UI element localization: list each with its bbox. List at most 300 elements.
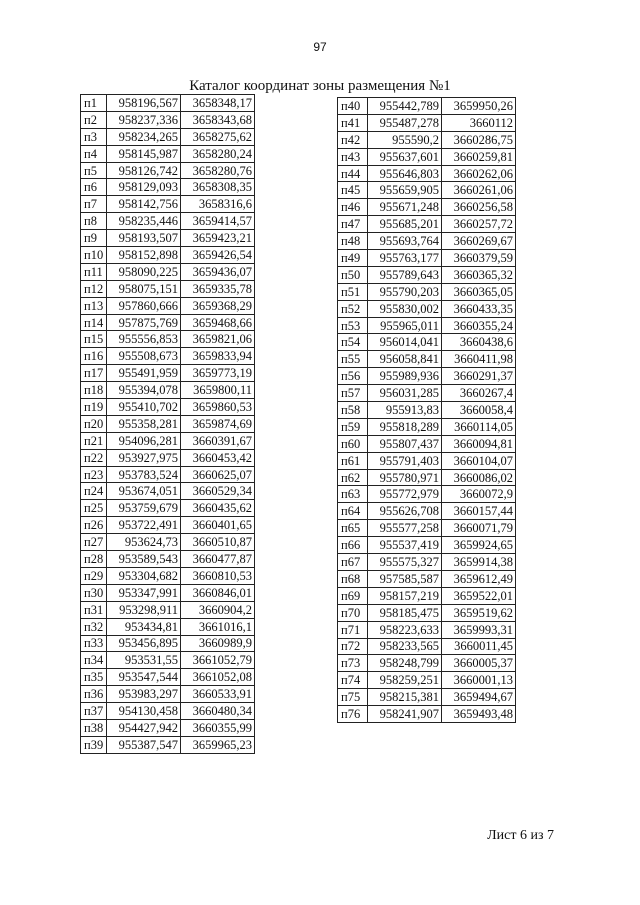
y-coordinate: 3660262,06 — [442, 165, 516, 182]
table-row — [81, 736, 255, 753]
point-id: п68 — [338, 570, 368, 587]
y-coordinate: 3660510,87 — [181, 534, 255, 551]
x-coordinate: 958196,567 — [107, 95, 181, 112]
table-row — [338, 520, 516, 537]
table-row — [338, 570, 516, 587]
x-coordinate: 954096,281 — [107, 432, 181, 449]
point-id: п29 — [81, 567, 107, 584]
table-row — [81, 534, 255, 551]
point-id: п22 — [81, 449, 107, 466]
y-coordinate: 3658275,62 — [181, 128, 255, 145]
point-id: п75 — [338, 689, 368, 706]
x-coordinate: 955590,2 — [368, 131, 442, 148]
point-id: п11 — [81, 263, 107, 280]
point-id: п12 — [81, 280, 107, 297]
y-coordinate: 3660365,32 — [442, 266, 516, 283]
x-coordinate: 958233,565 — [368, 638, 442, 655]
point-id: п56 — [338, 368, 368, 385]
point-id: п26 — [81, 517, 107, 534]
table-row — [338, 317, 516, 334]
point-id: п16 — [81, 348, 107, 365]
x-coordinate: 957585,587 — [368, 570, 442, 587]
table-row — [338, 435, 516, 452]
x-coordinate: 958223,633 — [368, 621, 442, 638]
table-row — [81, 399, 255, 416]
point-id: п63 — [338, 486, 368, 503]
table-row — [81, 348, 255, 365]
y-coordinate: 3660286,75 — [442, 131, 516, 148]
y-coordinate: 3659468,66 — [181, 314, 255, 331]
x-coordinate: 958241,907 — [368, 706, 442, 723]
point-id: п31 — [81, 601, 107, 618]
point-id: п57 — [338, 385, 368, 402]
point-id: п24 — [81, 483, 107, 500]
x-coordinate: 955537,419 — [368, 537, 442, 554]
point-id: п5 — [81, 162, 107, 179]
point-id: п34 — [81, 652, 107, 669]
point-id: п17 — [81, 365, 107, 382]
table-row — [338, 250, 516, 267]
sheet-counter: Лист 6 из 7 — [487, 828, 554, 843]
coordinates-table-right — [337, 97, 516, 723]
table-row — [338, 689, 516, 706]
x-coordinate: 955387,547 — [107, 736, 181, 753]
y-coordinate: 3660846,01 — [181, 584, 255, 601]
table-row — [338, 300, 516, 317]
table-row — [81, 449, 255, 466]
y-coordinate: 3660104,07 — [442, 452, 516, 469]
x-coordinate: 955358,281 — [107, 415, 181, 432]
y-coordinate: 3659914,38 — [442, 554, 516, 571]
y-coordinate: 3659993,31 — [442, 621, 516, 638]
table-row — [338, 486, 516, 503]
point-id: п62 — [338, 469, 368, 486]
x-coordinate: 958259,251 — [368, 672, 442, 689]
point-id: п30 — [81, 584, 107, 601]
point-id: п37 — [81, 703, 107, 720]
x-coordinate: 955575,327 — [368, 554, 442, 571]
point-id: п1 — [81, 95, 107, 112]
table-row — [338, 672, 516, 689]
x-coordinate: 955818,289 — [368, 418, 442, 435]
y-coordinate: 3659950,26 — [442, 98, 516, 115]
x-coordinate: 955789,643 — [368, 266, 442, 283]
y-coordinate: 3659965,23 — [181, 736, 255, 753]
point-id: п67 — [338, 554, 368, 571]
page-number: 97 — [313, 40, 327, 54]
x-coordinate: 955626,708 — [368, 503, 442, 520]
point-id: п35 — [81, 669, 107, 686]
table-row — [81, 500, 255, 517]
x-coordinate: 955671,248 — [368, 199, 442, 216]
y-coordinate: 3660989,9 — [181, 635, 255, 652]
y-coordinate: 3659821,06 — [181, 331, 255, 348]
x-coordinate: 956014,041 — [368, 334, 442, 351]
table-row — [81, 669, 255, 686]
point-id: п14 — [81, 314, 107, 331]
x-coordinate: 955685,201 — [368, 216, 442, 233]
table-row — [81, 652, 255, 669]
point-id: п65 — [338, 520, 368, 537]
y-coordinate: 3660365,05 — [442, 283, 516, 300]
y-coordinate: 3660533,91 — [181, 686, 255, 703]
table-row — [81, 280, 255, 297]
point-id: п53 — [338, 317, 368, 334]
x-coordinate: 955487,278 — [368, 114, 442, 131]
point-id: п3 — [81, 128, 107, 145]
x-coordinate: 953783,524 — [107, 466, 181, 483]
x-coordinate: 958142,756 — [107, 196, 181, 213]
x-coordinate: 955989,936 — [368, 368, 442, 385]
y-coordinate: 3660411,98 — [442, 351, 516, 368]
table-row — [81, 551, 255, 568]
x-coordinate: 955807,437 — [368, 435, 442, 452]
table-row — [338, 604, 516, 621]
y-coordinate: 3658348,17 — [181, 95, 255, 112]
point-id: п10 — [81, 247, 107, 264]
point-id: п20 — [81, 415, 107, 432]
table-row — [81, 415, 255, 432]
table-row — [81, 247, 255, 264]
y-coordinate: 3661052,79 — [181, 652, 255, 669]
table-row — [81, 517, 255, 534]
y-coordinate: 3660391,67 — [181, 432, 255, 449]
y-coordinate: 3661052,08 — [181, 669, 255, 686]
y-coordinate: 3660379,59 — [442, 250, 516, 267]
point-id: п64 — [338, 503, 368, 520]
x-coordinate: 958234,265 — [107, 128, 181, 145]
table-row — [338, 418, 516, 435]
y-coordinate: 3658280,24 — [181, 145, 255, 162]
table-row — [81, 365, 255, 382]
y-coordinate: 3659519,62 — [442, 604, 516, 621]
point-id: п21 — [81, 432, 107, 449]
point-id: п47 — [338, 216, 368, 233]
y-coordinate: 3659833,94 — [181, 348, 255, 365]
x-coordinate: 953531,55 — [107, 652, 181, 669]
coordinates-table-left — [80, 94, 255, 754]
table-row — [81, 263, 255, 280]
x-coordinate: 953547,544 — [107, 669, 181, 686]
table-row — [81, 703, 255, 720]
point-id: п60 — [338, 435, 368, 452]
table-row — [338, 165, 516, 182]
y-coordinate: 3660477,87 — [181, 551, 255, 568]
y-coordinate: 3660401,65 — [181, 517, 255, 534]
table-row — [81, 297, 255, 314]
x-coordinate: 955491,959 — [107, 365, 181, 382]
table-row — [338, 706, 516, 723]
point-id: п54 — [338, 334, 368, 351]
x-coordinate: 958193,507 — [107, 230, 181, 247]
x-coordinate: 955763,177 — [368, 250, 442, 267]
point-id: п4 — [81, 145, 107, 162]
x-coordinate: 953347,991 — [107, 584, 181, 601]
y-coordinate: 3660453,42 — [181, 449, 255, 466]
point-id: п76 — [338, 706, 368, 723]
point-id: п52 — [338, 300, 368, 317]
table-row — [338, 233, 516, 250]
point-id: п27 — [81, 534, 107, 551]
x-coordinate: 956058,841 — [368, 351, 442, 368]
point-id: п13 — [81, 297, 107, 314]
table-row — [338, 402, 516, 419]
point-id: п9 — [81, 230, 107, 247]
x-coordinate: 957875,769 — [107, 314, 181, 331]
y-coordinate: 3660355,99 — [181, 719, 255, 736]
x-coordinate: 953674,051 — [107, 483, 181, 500]
x-coordinate: 955693,764 — [368, 233, 442, 250]
x-coordinate: 958237,336 — [107, 111, 181, 128]
y-coordinate: 3660011,45 — [442, 638, 516, 655]
point-id: п42 — [338, 131, 368, 148]
y-coordinate: 3659874,69 — [181, 415, 255, 432]
point-id: п61 — [338, 452, 368, 469]
x-coordinate: 955556,853 — [107, 331, 181, 348]
table-row — [338, 148, 516, 165]
y-coordinate: 3659494,67 — [442, 689, 516, 706]
table-row — [81, 635, 255, 652]
table-row — [81, 483, 255, 500]
x-coordinate: 958075,151 — [107, 280, 181, 297]
y-coordinate: 3660094,81 — [442, 435, 516, 452]
point-id: п33 — [81, 635, 107, 652]
table-row — [338, 334, 516, 351]
y-coordinate: 3660086,02 — [442, 469, 516, 486]
point-id: п44 — [338, 165, 368, 182]
table-row — [81, 432, 255, 449]
x-coordinate: 954427,942 — [107, 719, 181, 736]
table-row — [338, 554, 516, 571]
x-coordinate: 955394,078 — [107, 382, 181, 399]
table-row — [81, 618, 255, 635]
y-coordinate: 3660810,53 — [181, 567, 255, 584]
x-coordinate: 955965,011 — [368, 317, 442, 334]
y-coordinate: 3660071,79 — [442, 520, 516, 537]
point-id: п55 — [338, 351, 368, 368]
x-coordinate: 953589,543 — [107, 551, 181, 568]
table-row — [81, 719, 255, 736]
table-row — [338, 503, 516, 520]
table-row — [338, 283, 516, 300]
point-id: п66 — [338, 537, 368, 554]
y-coordinate: 3659860,53 — [181, 399, 255, 416]
y-coordinate: 3658308,35 — [181, 179, 255, 196]
y-coordinate: 3659773,19 — [181, 365, 255, 382]
table-row — [81, 145, 255, 162]
y-coordinate: 3659436,07 — [181, 263, 255, 280]
x-coordinate: 958215,381 — [368, 689, 442, 706]
point-id: п45 — [338, 182, 368, 199]
x-coordinate: 955913,83 — [368, 402, 442, 419]
y-coordinate: 3658343,68 — [181, 111, 255, 128]
point-id: п38 — [81, 719, 107, 736]
y-coordinate: 3660257,72 — [442, 216, 516, 233]
table-row — [81, 95, 255, 112]
table-row — [338, 537, 516, 554]
point-id: п39 — [81, 736, 107, 753]
point-id: п32 — [81, 618, 107, 635]
x-coordinate: 955508,673 — [107, 348, 181, 365]
x-coordinate: 958185,475 — [368, 604, 442, 621]
table-row — [81, 382, 255, 399]
y-coordinate: 3659800,11 — [181, 382, 255, 399]
table-row — [81, 230, 255, 247]
table-row — [338, 131, 516, 148]
y-coordinate: 3660157,44 — [442, 503, 516, 520]
x-coordinate: 958235,446 — [107, 213, 181, 230]
point-id: п48 — [338, 233, 368, 250]
table-row — [338, 114, 516, 131]
table-row — [338, 469, 516, 486]
y-coordinate: 3659414,57 — [181, 213, 255, 230]
point-id: п19 — [81, 399, 107, 416]
y-coordinate: 3659335,78 — [181, 280, 255, 297]
x-coordinate: 957860,666 — [107, 297, 181, 314]
y-coordinate: 3660256,58 — [442, 199, 516, 216]
x-coordinate: 953624,73 — [107, 534, 181, 551]
y-coordinate: 3660114,05 — [442, 418, 516, 435]
table-row — [81, 213, 255, 230]
point-id: п2 — [81, 111, 107, 128]
x-coordinate: 955772,979 — [368, 486, 442, 503]
point-id: п51 — [338, 283, 368, 300]
point-id: п72 — [338, 638, 368, 655]
y-coordinate: 3660259,81 — [442, 148, 516, 165]
point-id: п49 — [338, 250, 368, 267]
y-coordinate: 3660355,24 — [442, 317, 516, 334]
y-coordinate: 3659924,65 — [442, 537, 516, 554]
point-id: п40 — [338, 98, 368, 115]
y-coordinate: 3660625,07 — [181, 466, 255, 483]
x-coordinate: 958248,799 — [368, 655, 442, 672]
y-coordinate: 3660058,4 — [442, 402, 516, 419]
x-coordinate: 955637,601 — [368, 148, 442, 165]
y-coordinate: 3659426,54 — [181, 247, 255, 264]
y-coordinate: 3659368,29 — [181, 297, 255, 314]
table-row — [338, 587, 516, 604]
x-coordinate: 953434,81 — [107, 618, 181, 635]
point-id: п73 — [338, 655, 368, 672]
point-id: п71 — [338, 621, 368, 638]
y-coordinate: 3660480,34 — [181, 703, 255, 720]
x-coordinate: 953722,491 — [107, 517, 181, 534]
point-id: п46 — [338, 199, 368, 216]
y-coordinate: 3659522,01 — [442, 587, 516, 604]
table-row — [81, 111, 255, 128]
point-id: п41 — [338, 114, 368, 131]
y-coordinate: 3660435,62 — [181, 500, 255, 517]
x-coordinate: 953456,895 — [107, 635, 181, 652]
y-coordinate: 3659493,48 — [442, 706, 516, 723]
x-coordinate: 955790,203 — [368, 283, 442, 300]
x-coordinate: 956031,285 — [368, 385, 442, 402]
table-row — [338, 199, 516, 216]
point-id: п15 — [81, 331, 107, 348]
table-row — [338, 351, 516, 368]
y-coordinate: 3660269,67 — [442, 233, 516, 250]
y-coordinate: 3660438,6 — [442, 334, 516, 351]
x-coordinate: 955410,702 — [107, 399, 181, 416]
table-row — [338, 368, 516, 385]
table-row — [338, 98, 516, 115]
point-id: п8 — [81, 213, 107, 230]
x-coordinate: 953759,679 — [107, 500, 181, 517]
y-coordinate: 3658316,6 — [181, 196, 255, 213]
x-coordinate: 958129,093 — [107, 179, 181, 196]
x-coordinate: 955780,971 — [368, 469, 442, 486]
x-coordinate: 953927,975 — [107, 449, 181, 466]
point-id: п70 — [338, 604, 368, 621]
point-id: п7 — [81, 196, 107, 213]
table-row — [81, 314, 255, 331]
table-row — [81, 162, 255, 179]
y-coordinate: 3659612,49 — [442, 570, 516, 587]
point-id: п59 — [338, 418, 368, 435]
x-coordinate: 955442,789 — [368, 98, 442, 115]
x-coordinate: 954130,458 — [107, 703, 181, 720]
table-row — [338, 621, 516, 638]
table-row — [338, 266, 516, 283]
table-row — [81, 331, 255, 348]
table-row — [81, 584, 255, 601]
x-coordinate: 958126,742 — [107, 162, 181, 179]
point-id: п69 — [338, 587, 368, 604]
table-row — [338, 385, 516, 402]
x-coordinate: 953304,682 — [107, 567, 181, 584]
y-coordinate: 3660904,2 — [181, 601, 255, 618]
x-coordinate: 955791,403 — [368, 452, 442, 469]
y-coordinate: 3660267,4 — [442, 385, 516, 402]
point-id: п25 — [81, 500, 107, 517]
point-id: п28 — [81, 551, 107, 568]
table-row — [81, 466, 255, 483]
y-coordinate: 3660433,35 — [442, 300, 516, 317]
y-coordinate: 3659423,21 — [181, 230, 255, 247]
y-coordinate: 3658280,76 — [181, 162, 255, 179]
x-coordinate: 953983,297 — [107, 686, 181, 703]
point-id: п23 — [81, 466, 107, 483]
point-id: п6 — [81, 179, 107, 196]
y-coordinate: 3660291,37 — [442, 368, 516, 385]
y-coordinate: 3660072,9 — [442, 486, 516, 503]
x-coordinate: 955646,803 — [368, 165, 442, 182]
table-row — [338, 655, 516, 672]
point-id: п74 — [338, 672, 368, 689]
point-id: п36 — [81, 686, 107, 703]
point-id: п58 — [338, 402, 368, 419]
point-id: п18 — [81, 382, 107, 399]
table-row — [338, 452, 516, 469]
table-row — [338, 182, 516, 199]
y-coordinate: 3660529,34 — [181, 483, 255, 500]
table-row — [81, 196, 255, 213]
point-id: п43 — [338, 148, 368, 165]
y-coordinate: 3660261,06 — [442, 182, 516, 199]
x-coordinate: 955830,002 — [368, 300, 442, 317]
x-coordinate: 958090,225 — [107, 263, 181, 280]
x-coordinate: 958157,219 — [368, 587, 442, 604]
table-row — [81, 686, 255, 703]
point-id: п50 — [338, 266, 368, 283]
x-coordinate: 955659,905 — [368, 182, 442, 199]
table-row — [338, 216, 516, 233]
y-coordinate: 3660005,37 — [442, 655, 516, 672]
table-row — [81, 128, 255, 145]
x-coordinate: 958145,987 — [107, 145, 181, 162]
table-row — [81, 601, 255, 618]
y-coordinate: 3661016,1 — [181, 618, 255, 635]
